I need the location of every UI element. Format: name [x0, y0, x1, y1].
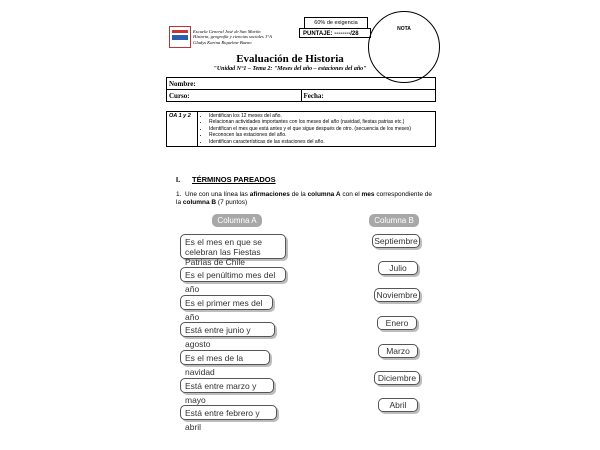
- section-title: TÉRMINOS PAREADOS: [192, 175, 276, 184]
- column-b-item[interactable]: Diciembre: [374, 371, 420, 385]
- exigencia-box: 60% de exigencia: [304, 17, 368, 29]
- column-b-item[interactable]: Abril: [378, 398, 418, 412]
- column-b-item[interactable]: Septiembre: [372, 234, 420, 248]
- page-subtitle: "Unidad N°1 – Tema 2: "Meses del año – estaciones del año": [213, 66, 367, 72]
- column-a-item[interactable]: Está entre junio y agosto: [180, 322, 275, 337]
- school-line: Escuela General José de San Martín: [193, 29, 261, 34]
- student-info-table: [166, 77, 436, 102]
- objectives-table: [166, 111, 436, 147]
- instruction-text: (7 puntos): [216, 199, 248, 206]
- column-a-item[interactable]: Es el mes de la navidad: [180, 350, 270, 365]
- column-a-item[interactable]: Está entre febrero y abril: [180, 405, 277, 420]
- oa-label: OA 1 y 2: [167, 112, 198, 147]
- school-line: Gladys Karina Riquelme Bueno: [193, 39, 252, 45]
- instruction-bold: columna A: [307, 191, 341, 198]
- column-a-item[interactable]: Es el primer mes del año: [180, 295, 273, 310]
- instruction-number: 1.: [176, 191, 182, 198]
- section-heading: [176, 175, 276, 184]
- instruction-text: Une con una línea las: [185, 191, 250, 198]
- column-b-item[interactable]: Enero: [377, 316, 417, 330]
- instruction-bold: columna B: [182, 199, 217, 206]
- nota-circle: [368, 11, 440, 83]
- oa-item: • Relacionan actividades importantes con los meses del año (navidad, fiestas patrias etc.): [209, 119, 433, 125]
- school-line: Historia, geografía y ciencias sociales 1°A: [193, 34, 272, 40]
- column-a-item[interactable]: Es el penúltimo mes del año: [180, 267, 286, 282]
- section-number: I.: [176, 175, 181, 184]
- instruction-bold: afirmaciones: [249, 191, 290, 198]
- puntaje-box: PUNTAJE: --------/28: [299, 28, 371, 38]
- school-logo: [169, 26, 191, 48]
- nota-label: NOTA: [397, 26, 411, 32]
- instruction-text: de la: [289, 191, 308, 198]
- column-a-item[interactable]: Es el mes en que se celebran las Fiestas Patrias de Chile: [180, 234, 286, 259]
- curso-field[interactable]: Curso:: [167, 90, 302, 102]
- instruction-text: con el: [340, 191, 362, 198]
- page-title: Evaluación de Historia: [236, 53, 344, 65]
- nombre-field[interactable]: Nombre:: [167, 78, 436, 90]
- column-b-item[interactable]: Noviembre: [374, 288, 420, 302]
- oa-item: • Reconocen las estaciones del año.: [209, 132, 433, 138]
- instruction: [176, 191, 436, 207]
- column-a-header: Columna A: [212, 214, 262, 227]
- school-info: [193, 29, 272, 45]
- oa-list-cell: [198, 112, 436, 147]
- column-b-item[interactable]: Marzo: [378, 344, 418, 358]
- instruction-bold: mes: [361, 191, 375, 198]
- fecha-field[interactable]: Fecha:: [301, 90, 436, 102]
- oa-item: • Identifican características de las estaciones del año.: [209, 139, 433, 145]
- column-b-header: Columna B: [369, 214, 419, 227]
- column-a-item[interactable]: Está entre marzo y mayo: [180, 378, 274, 393]
- oa-item: • Identifican los 12 meses del año.: [209, 113, 433, 119]
- column-b-item[interactable]: Julio: [378, 261, 418, 275]
- oa-item: • Identifican el mes que está antes y el que sigue después de otro. (secuencia de los meses): [209, 126, 433, 132]
- instruction-text: correspondiente de la: [176, 191, 433, 206]
